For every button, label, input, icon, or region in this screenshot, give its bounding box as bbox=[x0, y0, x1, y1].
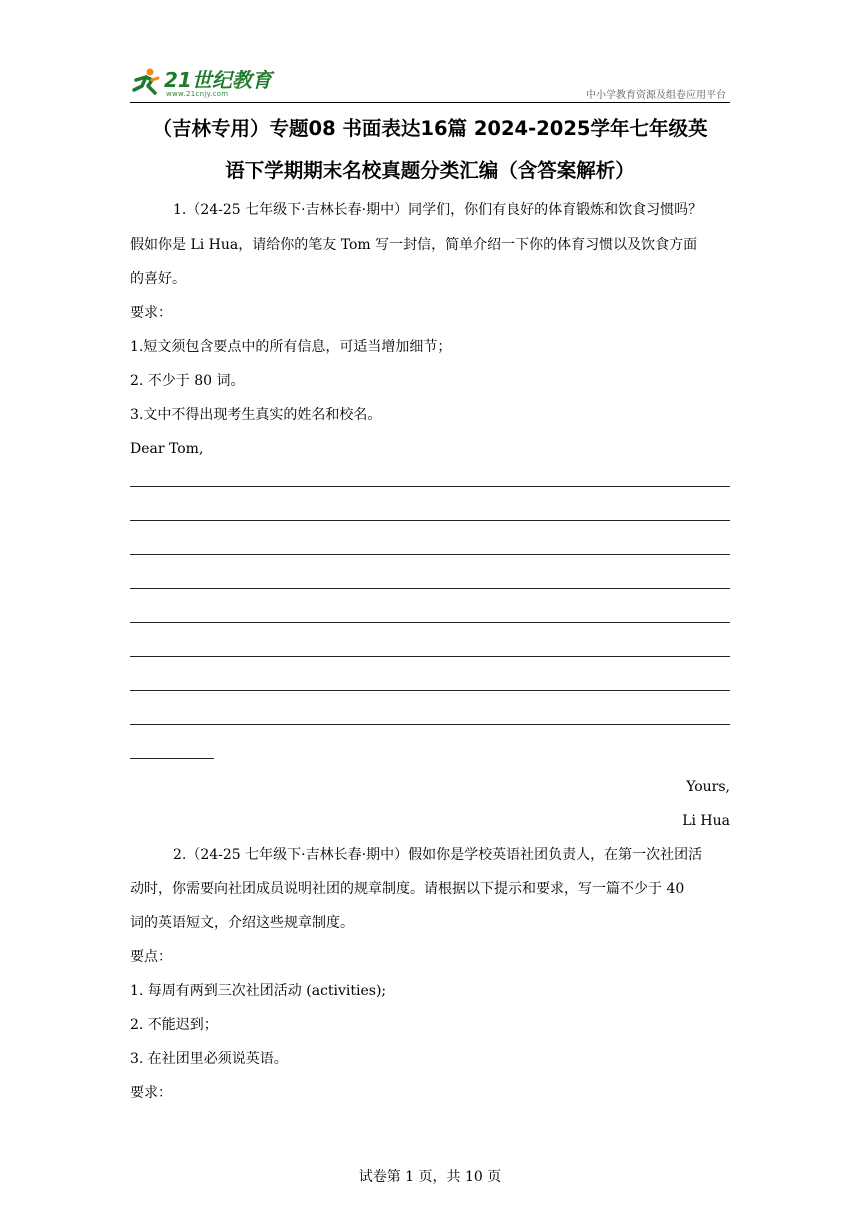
header-tagline: 中小学教育资源及组卷应用平台 bbox=[586, 90, 726, 101]
q2-point-1: 1. 每周有两到三次社团活动 (activities); bbox=[130, 983, 387, 999]
q1-requirement-3: 3.文中不得出现考生真实的姓名和校名。 bbox=[130, 407, 382, 423]
q1-prompt-line-2: 假如你是 Li Hua，请给你的笔友 Tom 写一封信，简单介绍一下你的体育习惯以及饮食方面 bbox=[130, 237, 698, 253]
q1-prompt-line-1: 1.（24-25 七年级下·吉林长春·期中）同学们，你们有良好的体育锻炼和饮食习惯吗？ bbox=[173, 202, 703, 218]
q2-prompt-line-1: 2.（24-25 七年级下·吉林长春·期中）假如你是学校英语社团负责人，在第一次社团活 bbox=[173, 847, 703, 863]
q2-point-2: 2. 不能迟到； bbox=[130, 1017, 218, 1033]
runner-logo-icon bbox=[130, 66, 162, 98]
answer-line bbox=[130, 724, 730, 725]
answer-line bbox=[130, 622, 730, 623]
q1-requirement-2: 2. 不少于 80 词。 bbox=[130, 373, 245, 389]
q1-prompt-line-3: 的喜好。 bbox=[130, 271, 186, 287]
answer-line bbox=[130, 758, 214, 759]
q1-requirements-label: 要求： bbox=[130, 305, 172, 321]
answer-line bbox=[130, 554, 730, 555]
document-title-line-1: （吉林专用）专题08 书面表达16篇 2024-2025学年七年级英 bbox=[152, 117, 708, 140]
logo-text: 21世纪教育 bbox=[164, 68, 272, 92]
q1-salutation: Dear Tom, bbox=[130, 441, 204, 457]
q2-points-label: 要点： bbox=[130, 949, 172, 965]
q1-signature: Li Hua bbox=[682, 813, 730, 829]
logo-url: www.21cnjy.com bbox=[166, 90, 229, 98]
page-header bbox=[130, 64, 730, 103]
q2-prompt-line-2: 动时，你需要向社团成员说明社团的规章制度。请根据以下提示和要求，写一篇不少于 40 bbox=[130, 881, 685, 897]
q1-requirement-1: 1.短文须包含要点中的所有信息，可适当增加细节； bbox=[130, 339, 452, 355]
answer-line bbox=[130, 520, 730, 521]
q1-closing: Yours, bbox=[686, 779, 730, 795]
document-title-line-2: 语下学期期末名校真题分类汇编（含答案解析） bbox=[225, 159, 635, 182]
logo bbox=[130, 64, 280, 100]
q2-requirements-label: 要求： bbox=[130, 1085, 172, 1101]
q2-point-3: 3. 在社团里必须说英语。 bbox=[130, 1051, 288, 1067]
page-footer: 试卷第 1 页，共 10 页 bbox=[358, 1169, 502, 1185]
answer-line bbox=[130, 486, 730, 487]
answer-line bbox=[130, 656, 730, 657]
q2-prompt-line-3: 词的英语短文，介绍这些规章制度。 bbox=[130, 915, 354, 931]
answer-line bbox=[130, 690, 730, 691]
answer-line bbox=[130, 588, 730, 589]
